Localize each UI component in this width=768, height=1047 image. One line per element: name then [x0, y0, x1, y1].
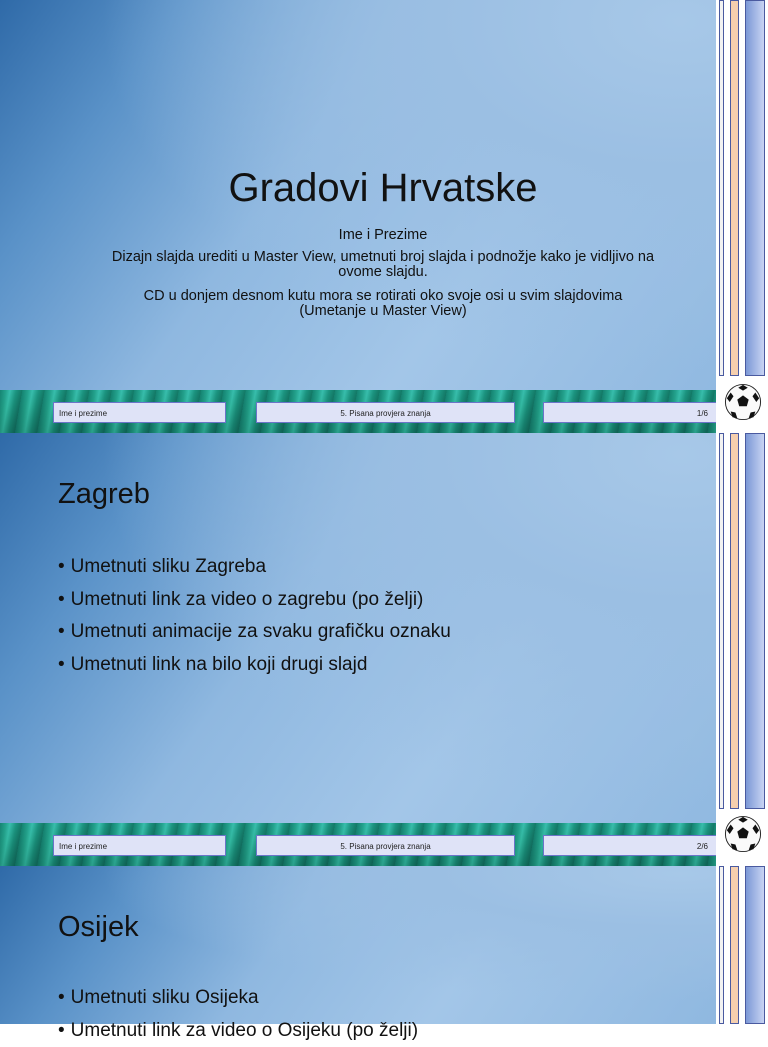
slide-title: Osijek: [58, 911, 139, 944]
footer-name: Ime i prezime: [53, 835, 226, 856]
decor-bar: [745, 0, 765, 376]
slide-1: [0, 0, 716, 433]
footer-name: Ime i prezime: [53, 402, 226, 423]
decor-bar: [745, 866, 765, 1024]
footer-center: 5. Pisana provjera znanja: [256, 402, 515, 423]
subtitle-instruction-2: CD u donjem desnom kutu mora se rotirati oko svoje osi u svim slajdovima (Umetanje u Master View): [110, 289, 656, 319]
subtitle-instruction-1: Dizajn slajda urediti u Master View, umetnuti broj slajda i podnožje kako je vidljivo na ovome slajdu.: [110, 250, 656, 280]
list-item: • Umetnuti link za video o Osijeku (po želji): [58, 1015, 418, 1047]
list-item: • Umetnuti sliku Zagreba: [58, 551, 451, 584]
decor-bar: [730, 866, 739, 1024]
decor-bar: [719, 866, 724, 1024]
soccer-ball-icon: [724, 383, 762, 421]
list-item: • Umetnuti link za video o zagrebu (po želji): [58, 584, 451, 617]
slide-2: [0, 433, 716, 866]
bullet-list: [58, 982, 418, 1047]
slide-title: Gradovi Hrvatske: [0, 166, 766, 211]
list-item: • Umetnuti animacije za svaku grafičku oznaku: [58, 616, 451, 649]
side-decoration: [716, 866, 768, 1024]
decor-bar: [730, 433, 739, 809]
list-item: • Umetnuti link na bilo koji drugi slajd: [58, 649, 451, 682]
slide-number: 1/6: [543, 402, 716, 423]
side-decoration: [716, 0, 768, 433]
slide-title: Zagreb: [58, 478, 150, 511]
footer-strip: [0, 390, 716, 433]
footer-strip: [0, 823, 716, 866]
footer-center: 5. Pisana provjera znanja: [256, 835, 515, 856]
decor-bar: [745, 433, 765, 809]
subtitle-name: Ime i Prezime: [110, 228, 656, 243]
side-decoration: [716, 433, 768, 866]
decor-bar: [730, 0, 739, 376]
decor-bar: [719, 433, 724, 809]
slide-3: [0, 866, 716, 1024]
decor-bar: [719, 0, 724, 376]
list-item: • Umetnuti sliku Osijeka: [58, 982, 418, 1015]
soccer-ball-icon: [724, 815, 762, 853]
bullet-list: [58, 551, 451, 681]
slide-number: 2/6: [543, 835, 716, 856]
